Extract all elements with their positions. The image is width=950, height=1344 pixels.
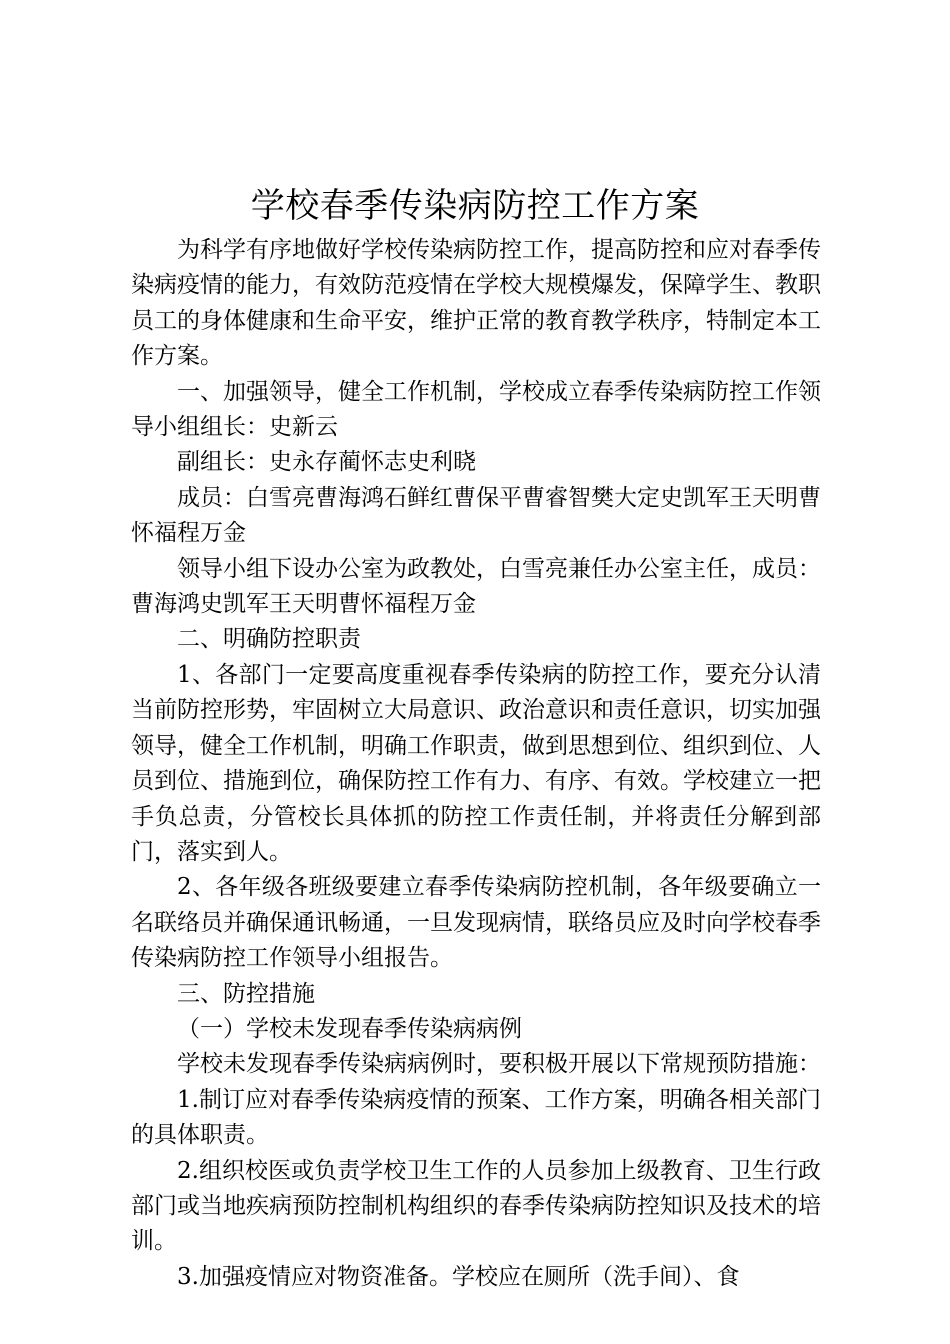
paragraph-intro: 为科学有序地做好学校传染病防控工作，提高防控和应对春季传染病疫情的能力，有效防范疫情在学校大规模爆发，保障学生、教职员工的身体健康和生命平安，维护正常的教育教学秩序，特制定本工作方案。: [131, 237, 821, 370]
paragraph-section-3-heading: 三、防控措施: [177, 980, 315, 1007]
paragraph-members: 成员：白雪亮曹海鸿石鲜红曹保平曹睿智樊大定史凯军王天明曹怀福程万金: [131, 484, 821, 547]
paragraph-measure-3: 3.加强疫情应对物资准备。学校应在厕所（洗手间）、食: [177, 1263, 740, 1290]
paragraph-section-2-heading: 二、明确防控职责: [177, 626, 361, 653]
paragraph-section-1-heading: 一、加强领导，健全工作机制，学校成立春季传染病防控工作领导小组组长：史新云: [131, 378, 821, 441]
paragraph-duty-1: 1、各部门一定要高度重视春季传染病的防控工作，要充分认清当前防控形势，牢固树立大局意识、政治意识和责任意识，切实加强领导，健全工作机制，明确工作职责，做到思想到位、组织到位、人员到位、措施到位，确保防控工作有力、有序、有效。学校建立一把手负总责，分管校长具体抓的防控工作责任制，并将责任分解到部门，落实到人。: [131, 661, 821, 865]
document-body: [131, 233, 821, 1295]
paragraph-subsection-1-heading: （一）学校未发现春季传染病病例: [177, 1015, 522, 1042]
document-title: 学校春季传染病防控工作方案: [250, 186, 700, 226]
paragraph-measure-1: 1.制订应对春季传染病疫情的预案、工作方案，明确各相关部门的具体职责。: [131, 1086, 821, 1149]
paragraph-duty-2: 2、各年级各班级要建立春季传染病防控机制，各年级要确立一名联络员并确保通讯畅通，一旦发现病情，联络员应及时向学校春季传染病防控工作领导小组报告。: [131, 874, 821, 972]
paragraph-office: 领导小组下设办公室为政教处，白雪亮兼任办公室主任，成员：曹海鸿史凯军王天明曹怀福程万金: [131, 555, 821, 618]
paragraph-deputy-leaders: 副组长：史永存蔺怀志史利晓: [177, 449, 476, 476]
paragraph-routine-measures: 学校未发现春季传染病病例时，要积极开展以下常规预防措施：: [177, 1051, 821, 1078]
paragraph-measure-2: 2.组织校医或负责学校卫生工作的人员参加上级教育、卫生行政部门或当地疾病预防控制机构组织的春季传染病防控知识及技术的培训。: [131, 1157, 821, 1255]
